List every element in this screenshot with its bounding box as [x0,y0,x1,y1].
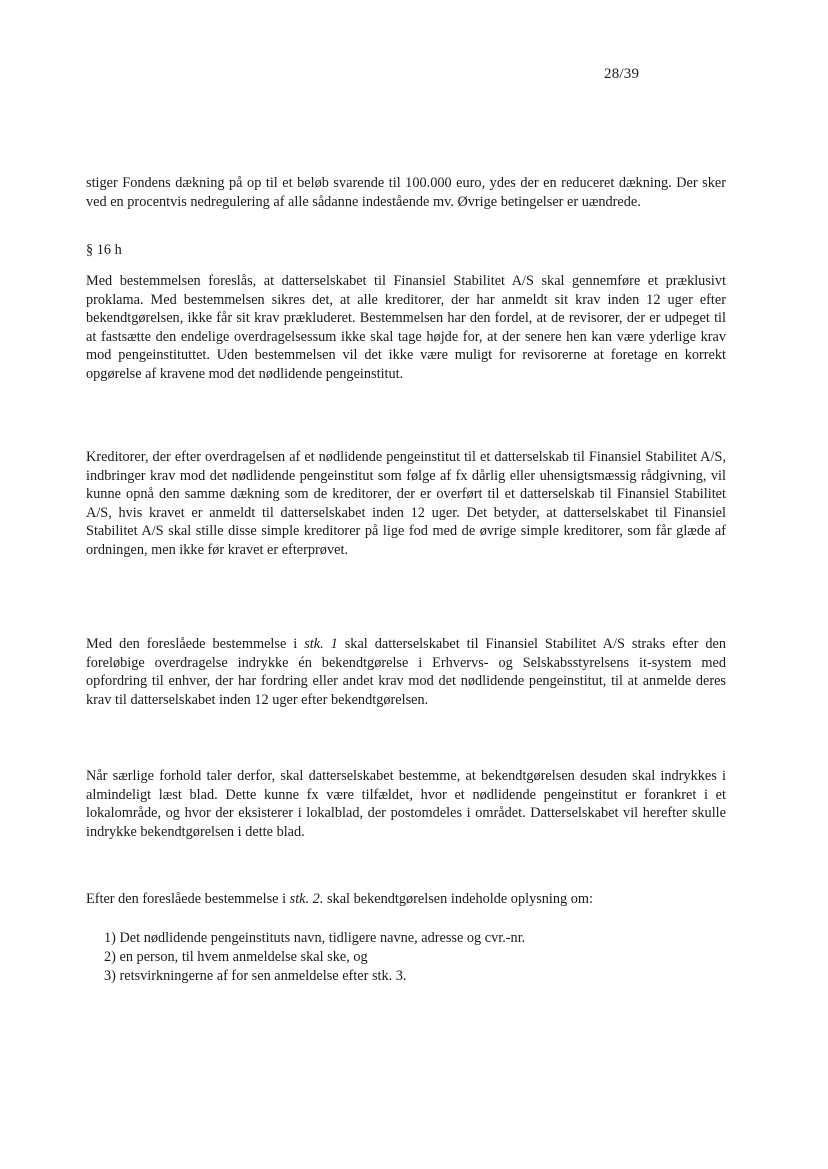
section-heading: § 16 h [86,242,122,258]
paragraph-creditors: Kreditorer, der efter overdragelsen af et nødlidende pengeinstitut til et datterselskab til Finansiel Stabilitet A/S, indbringer krav mod det nødlidende pengeinstitut som følge af fx dårlig eller uhensigtsmæssig rådgivning, vil kunne opnå den samme dækning som de kreditorer, der er overført til et datterselskab til Finansiel Stabilitet A/S, hvis kravet er anmeldt til datterselskabet inden 12 uger. Det betyder, at datterselskabet til Finansiel Stabilitet A/S skal stille disse simple kreditorer på lige fod med de øvrige simple kreditorer, som får glæde af ordningen, men ikke før kravet er efterprøvet. [86,449,726,558]
paragraph-stk2 [86,890,726,909]
requirements-list [104,929,534,986]
paragraph-stk1-text-start: Med den foreslåede bestemmelse i [86,636,305,652]
list-item: 3) retsvirkningerne af for sen anmeldelse efter stk. 3. [104,968,407,984]
list-item: 2) en person, til hvem anmeldelse skal ske, og [104,949,368,965]
stk1-reference: stk. 1 [304,636,338,652]
paragraph-fund-coverage: stiger Fondens dækning på op til et beløb svarende til 100.000 euro, ydes der en reduceret dækning. Der sker ved en procentvis nedregulering af alle sådanne indestående mv. Øvrige betingelser er uændrede. [86,175,726,210]
paragraph-stk2-text-start: Efter den foreslåede bestemmelse i [86,891,290,907]
paragraph-proclama: Med bestemmelsen foreslås, at datterselskabet til Finansiel Stabilitet A/S skal gennemføre et præklusivt proklama. Med bestemmelsen sikres det, at alle kreditorer, der har anmeldt sit krav inden 12 uger efter bekendtgørelsen, ikke får sit krav prækluderet. Bestemmelsen har den fordel, at de revisorer, der er udpeget til at fastsætte den endelige overdragelsessum ikke skal tage højde for, at der senere hen kan være yderlige krav mod pengeinstituttet. Uden bestemmelsen vil det ikke være muligt for revisorerne at foretage en korrekt opgørelse af kravene mod det nødlidende pengeinstitut. [86,273,726,382]
list-item: 1) Det nødlidende pengeinstituts navn, tidligere navne, adresse og cvr.-nr. [104,930,526,946]
page-number: 28/39 [604,66,640,82]
stk2-reference: stk. 2. [289,891,324,907]
paragraph-stk1-text-end: skal datterselskabet til Finansiel Stabilitet A/S straks efter den foreløbige overdragelse indrykke én bekendtgørelse i Erhvervs- og Selskabsstyrelsens it-system med opfordring til enhver, der har fordring eller andet krav mod det nødlidende pengeinstitut, til at anmelde deres krav til datterselskabet inden 12 uger efter bekendtgørelsen. [86,636,726,708]
paragraph-local-newspaper: Når særlige forhold taler derfor, skal datterselskabet bestemme, at bekendtgørelsen desuden skal indrykkes i almindeligt læst blad. Dette kunne fx være tilfældet, hvor et nødlidende pengeinstitut er forankret i et lokalområde, og hvor der eksisterer i lokalblad, der postomdeles i området. Datterselskabet vil herefter skulle indrykke bekendtgørelsen i dette blad. [86,768,726,840]
paragraph-stk1 [86,635,726,709]
paragraph-stk2-text-end: skal bekendtgørelsen indeholde oplysning om: [323,891,594,907]
